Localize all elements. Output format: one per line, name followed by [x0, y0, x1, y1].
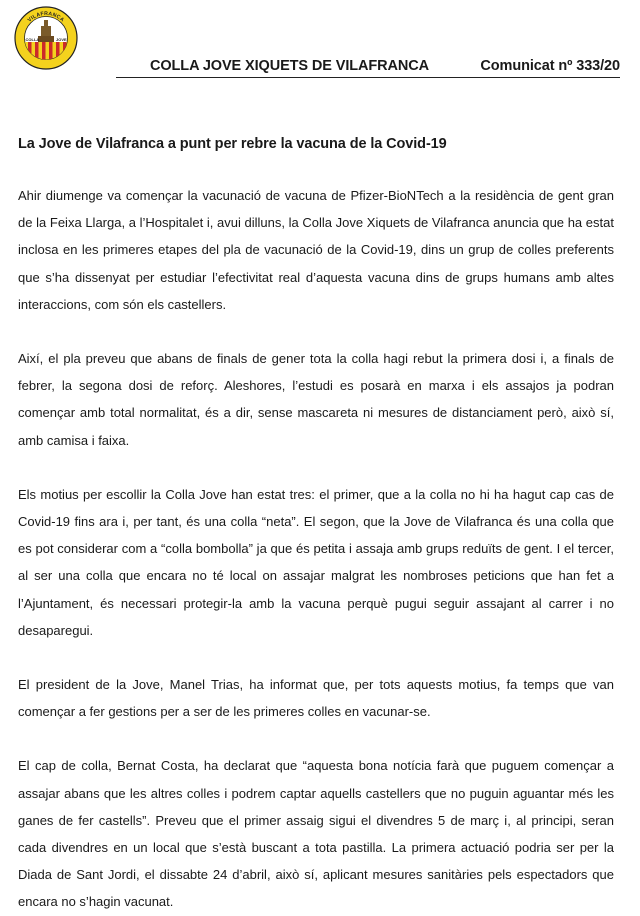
svg-text:JOVE: JOVE [56, 37, 67, 42]
svg-text:VILAFRANCA: VILAFRANCA [26, 10, 66, 24]
body-paragraph: Ahir diumenge va començar la vacunació de vacuna de Pfizer-BioNTech a la residència de gent gran de la Feixa Llarga, a l’Hospitalet i, avui dilluns, la Colla Jove Xiquets de Vilafranca anuncia que ha estat inclosa en les primeres etapes del pla de vacunació de la Covid-19, dins un grup de colles preferents que s’ha dissenyat per estudiar l’efectivitat real d’aquesta vacuna dins de grups humans amb altes interaccions, com són els castellers. [18, 188, 614, 312]
document-title: La Jove de Vilafranca a punt per rebre la vacuna de la Covid-19 [18, 136, 447, 152]
document-body [18, 182, 614, 916]
body-paragraph: El president de la Jove, Manel Trias, ha informat que, per tots aquests motius, fa temps que van començar a fer gestions per a ser de les primeres colles en vacunar-se. [18, 677, 614, 720]
body-paragraph: Els motius per escollir la Colla Jove han estat tres: el primer, que a la colla no hi ha hagut cap cas de Covid-19 fins ara i, per tant, és una colla “neta”. El segon, que la Jove de Vilafranca és una colla que es pot considerar com a “colla bombolla” ja que és petita i assaja amb grups reduïts de gent. I el tercer, al ser una colla que encara no té local on assajar malgrat les nombroses peticions que han fet a l’Ajuntament, és necessari protegir-la amb la vacuna perquè pugui seguir assajant al carrer i no desaparegui. [18, 486, 614, 638]
organization-name: COLLA JOVE XIQUETS DE VILAFRANCA [150, 58, 430, 74]
communique-number: Comunicat nº 333/20 [480, 58, 620, 74]
body-paragraph: Així, el pla preveu que abans de finals de gener tota la colla hagi rebut la primera dosi i, a finals de febrer, la segona dosi de reforç. Aleshores, l’estudi es posarà en marxa i els assajos ja podran començar amb total normalitat, és a dir, sense mascareta ni mesures de distanciament però, això sí, amb camisa i faixa. [18, 351, 614, 448]
document-header [116, 58, 620, 78]
svg-text:COLLA: COLLA [25, 37, 40, 42]
colla-emblem-icon [14, 6, 78, 70]
colla-logo [14, 6, 78, 70]
body-paragraph: El cap de colla, Bernat Costa, ha declarat que “aquesta bona notícia farà que puguem començar a assajar abans que les altres colles i podrem captar aquells castellers que no puguin aguantar més les ganes de fer castells”. Preveu que el primer assaig sigui el divendres 5 de març i, al principi, seran cada divendres en un local que s’està buscant a tota pastilla. La primera actuació podria ser per la Diada de Sant Jordi, el dissabte 24 d’abril, això sí, aplicant mesures sanitàries pels espectadors que encara no s’hagin vacunat. [18, 758, 614, 910]
